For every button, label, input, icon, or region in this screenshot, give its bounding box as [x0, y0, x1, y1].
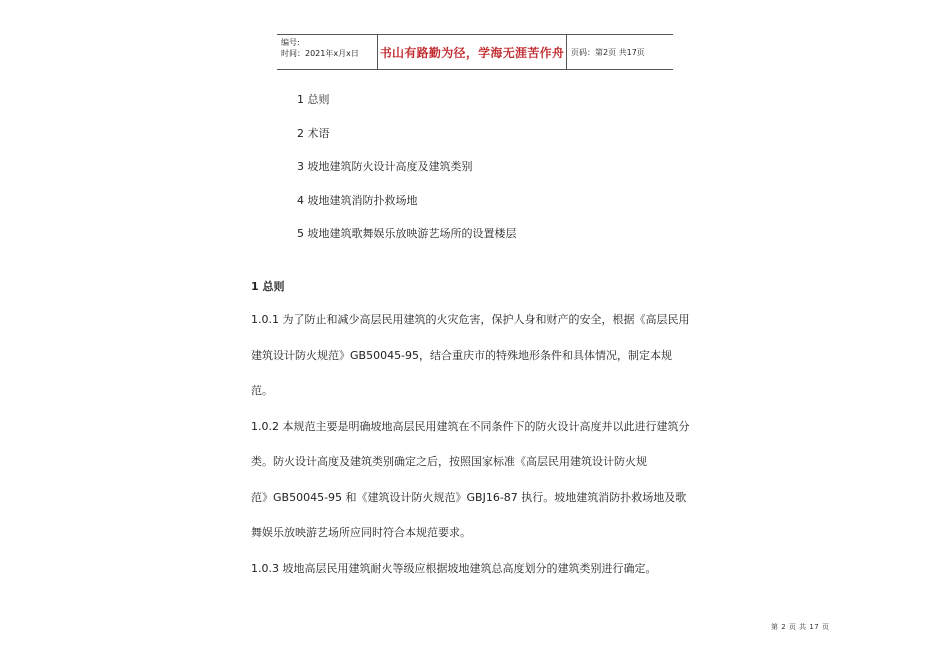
paragraph-line: 1.0.2 本规范主要是明确坡地高层民用建筑在不同条件下的防火设计高度并以此进行建筑分 — [251, 419, 690, 433]
page-footer: 第 2 页 共 17 页 — [771, 623, 830, 631]
table-of-contents — [297, 93, 517, 261]
toc-item: 4 坡地建筑消防扑救场地 — [297, 193, 418, 207]
paragraph-line: 建筑设计防火规范》GB50045-95，结合重庆市的特殊地形条件和具体情况，制定本规 — [251, 348, 673, 362]
paragraph-line: 范》GB50045-95 和《建筑设计防火规范》GBJ16-87 执行。坡地建筑消防扑救场地及歌 — [251, 490, 687, 504]
toc-item: 1 总则 — [297, 93, 330, 106]
toc-item: 3 坡地建筑防火设计高度及建筑类别 — [297, 160, 473, 173]
paragraph-line: 1.0.1 为了防止和减少高层民用建筑的火灾危害，保护人身和财产的安全，根据《高层民用 — [251, 313, 690, 326]
paragraph-line: 类。防火设计高度及建筑类别确定之后，按照国家标准《高层民用建筑设计防火规 — [251, 455, 647, 468]
toc-item: 2 术语 — [297, 126, 330, 140]
header-time-label: 时间：2021年x月x日 — [281, 49, 359, 58]
header-left-cell — [277, 35, 377, 69]
header-motto: 书山有路勤为径，学海无涯苦作舟 — [377, 35, 567, 69]
section-title: 1 总则 — [251, 280, 285, 293]
header-number-label: 编号: — [281, 38, 300, 47]
paragraph-line: 1.0.3 坡地高层民用建筑耐火等级应根据坡地建筑总高度划分的建筑类别进行确定。 — [251, 561, 657, 575]
header-page-info: 页码：第2页 共17页 — [571, 47, 645, 57]
toc-item: 5 坡地建筑歌舞娱乐放映游艺场所的设置楼层 — [297, 227, 517, 240]
paragraph-line: 舞娱乐放映游艺场所应同时符合本规范要求。 — [251, 526, 471, 539]
paragraph-line: 范。 — [251, 384, 273, 397]
page-header-table — [277, 34, 673, 70]
section-content — [251, 280, 711, 597]
